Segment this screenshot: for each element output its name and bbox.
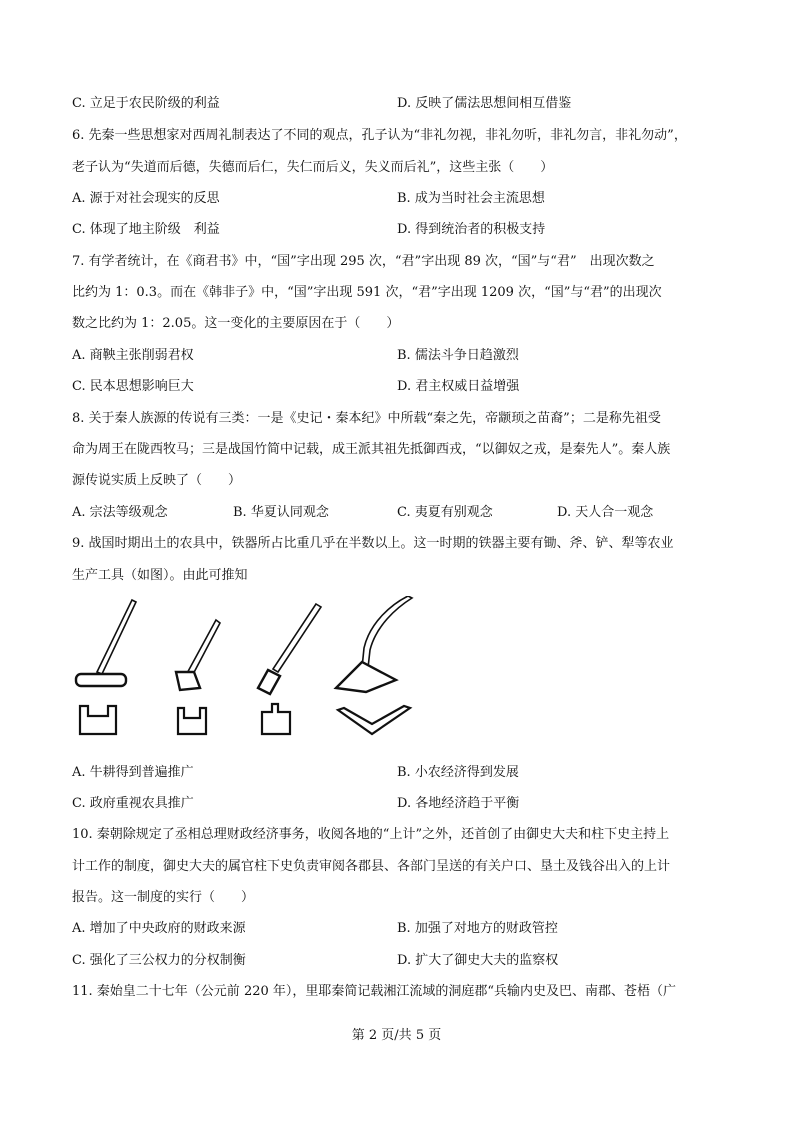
- q6-stem-line1: 6. 先秦一些思想家对西周礼制表达了不同的观点，孔子认为“非礼勿视，非礼勿听，非礼勿言，非礼勿动”，: [72, 128, 687, 143]
- q8-stem-line1: 8. 关于秦人族源的传说有三类：一是《史记・秦本纪》中所载“秦之先，帝颛顼之苗裔”；二是称先祖受: [72, 411, 661, 426]
- q7-option-b: B. 儒法斗争日趋激烈: [397, 348, 519, 363]
- q7-option-d: D. 君主权威日益增强: [397, 379, 520, 394]
- q8-option-c: C. 夷夏有别观念: [397, 505, 493, 520]
- q5-option-d: D. 反映了儒法思想间相互借鉴: [397, 96, 572, 111]
- q8-option-a: A. 宗法等级观念: [72, 505, 168, 520]
- q7-stem-line2: 比约为 1：0.3。而在《韩非子》中，“国”字出现 591 次，“君”字出现 1209 次，“国”与“君”的出现次: [72, 285, 662, 300]
- q9-stem-line2: 生产工具（如图）。由此可推知: [72, 568, 248, 583]
- q10-stem-line1: 10. 秦朝除规定了丞相总理财政经济事务，收阅各地的“上计”之外，还首创了由御史大夫和柱下史主持上: [72, 827, 670, 842]
- q8-option-b: B. 华夏认同观念: [233, 505, 329, 520]
- q10-option-b: B. 加强了对地方的财政管控: [397, 921, 558, 936]
- q8-stem-line2: 命为周王在陇西牧马；三是战国竹简中记载，成王派其祖先抵御西戎，“以御奴之戎，是秦先人”。秦人族: [72, 442, 671, 457]
- q5-option-c: C. 立足于农民阶级的利益: [72, 96, 220, 111]
- q9-option-b: B. 小农经济得到发展: [397, 765, 519, 780]
- q6-option-c: C. 体现了地主阶级 利益: [72, 222, 220, 237]
- q11-stem-line1: 11. 秦始皇二十七年（公元前 220 年），里耶秦简记载湘江流域的洞庭郡“兵输内史及巴、南郡、苍梧（广: [72, 984, 677, 999]
- q9-option-a: A. 牛耕得到普遍推广: [72, 765, 194, 780]
- q6-option-b: B. 成为当时社会主流思想: [397, 191, 545, 206]
- q10-option-a: A. 增加了中央政府的财政来源: [72, 921, 246, 936]
- q7-stem-line1: 7. 有学者统计，在《商君书》中，“国”字出现 295 次，“君”字出现 89 次，“国”与“君” 出现次数之: [72, 254, 655, 269]
- q7-option-a: A. 商鞅主张削弱君权: [72, 348, 194, 363]
- q10-stem-line2: 计工作的制度，御史大夫的属官柱下史负责审阅各郡县、各部门呈送的有关户口、垦土及钱谷出入的上计: [72, 859, 671, 874]
- q6-option-d: D. 得到统治者的积极支持: [397, 222, 546, 237]
- iron-farm-tools-illustration: [66, 596, 426, 756]
- iron-spade-icon: [258, 604, 321, 734]
- q9-option-c: C. 政府重视农具推广: [72, 796, 194, 811]
- q10-stem-line3: 报告。这一制度的实行（ ）: [72, 890, 255, 905]
- q10-option-c: C. 强化了三公权力的分权制衡: [72, 953, 246, 968]
- q7-stem-line3: 数之比约为 1：2.05。这一变化的主要原因在于（ ）: [72, 316, 400, 331]
- q9-option-d: D. 各地经济趋于平衡: [397, 796, 520, 811]
- q8-stem-line3: 源传说实质上反映了（ ）: [72, 473, 242, 488]
- q6-stem-line2: 老子认为“失道而后德，失德而后仁，失仁而后义，失义而后礼”，这些主张（ ）: [72, 160, 554, 175]
- iron-hoe-icon: [76, 600, 136, 734]
- iron-plough-icon: [336, 596, 412, 734]
- q7-option-c: C. 民本思想影响巨大: [72, 379, 194, 394]
- iron-axe-icon: [176, 620, 220, 734]
- q9-stem-line1: 9. 战国时期出土的农具中，铁器所占比重几乎在半数以上。这一时期的铁器主要有锄、斧、铲、犁等农业: [72, 536, 674, 551]
- q8-option-d: D. 天人合一观念: [557, 505, 654, 520]
- q6-option-a: A. 源于对社会现实的反思: [72, 191, 220, 206]
- page-number-footer: 第 2 页/共 5 页: [351, 1028, 442, 1043]
- q10-option-d: D. 扩大了御史大夫的监察权: [397, 953, 559, 968]
